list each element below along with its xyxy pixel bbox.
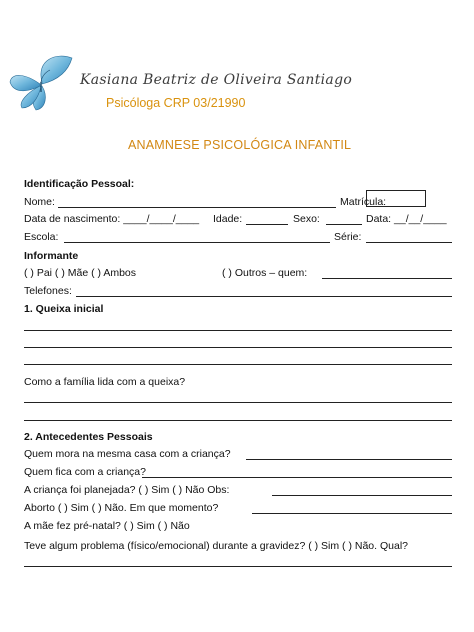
informante-options[interactable]: ( ) Pai ( ) Mãe ( ) Ambos xyxy=(24,267,137,279)
sexo-field[interactable] xyxy=(326,224,362,225)
escola-label: Escola: xyxy=(24,231,59,243)
antecedentes-q3[interactable]: A criança foi planejada? ( ) Sim ( ) Não Obs: xyxy=(24,484,230,496)
antecedentes-q4[interactable]: Aborto ( ) Sim ( ) Não. Em que momento? xyxy=(24,502,219,514)
psychologist-crp: Psicóloga CRP 03/21990 xyxy=(106,96,246,110)
antecedentes-q2-field[interactable] xyxy=(142,477,452,478)
butterfly-logo xyxy=(6,52,76,114)
matricula-label: Matrícula: xyxy=(340,196,387,208)
outros-field[interactable] xyxy=(322,278,452,279)
matricula-field[interactable] xyxy=(366,190,426,207)
identificacao-heading: Identificação Pessoal: xyxy=(24,178,135,190)
antecedentes-q5[interactable]: A mãe fez pré-natal? ( ) Sim ( ) Não xyxy=(24,520,190,532)
escola-field[interactable] xyxy=(64,242,330,243)
antecedentes-q3-field[interactable] xyxy=(272,495,452,496)
nome-label: Nome: xyxy=(24,196,55,208)
queixa-line-2[interactable] xyxy=(24,347,452,348)
antecedentes-q1: Quem mora na mesma casa com a criança? xyxy=(24,448,231,460)
antecedentes-q2: Quem fica com a criança? xyxy=(24,466,146,478)
serie-field[interactable] xyxy=(366,242,452,243)
psychologist-name: Kasiana Beatriz de Oliveira Santiago xyxy=(80,72,353,88)
telefones-label: Telefones: xyxy=(24,285,72,297)
familia-line-2[interactable] xyxy=(24,420,452,421)
document-title: ANAMNESE PSICOLÓGICA INFANTIL xyxy=(128,138,352,152)
antecedentes-heading: 2. Antecedentes Pessoais xyxy=(24,431,153,443)
queixa-heading: 1. Queixa inicial xyxy=(24,303,104,315)
nome-field[interactable] xyxy=(58,207,336,208)
idade-field[interactable] xyxy=(246,224,288,225)
idade-label: Idade: xyxy=(213,213,243,225)
outros-label[interactable]: ( ) Outros – quem: xyxy=(222,267,308,279)
data-label: Data: __/__/____ xyxy=(366,213,447,225)
antecedentes-q6[interactable]: Teve algum problema (físico/emocional) durante a gravidez? ( ) Sim ( ) Não. Qual? xyxy=(24,540,408,552)
sexo-label: Sexo: xyxy=(293,213,320,225)
telefones-field[interactable] xyxy=(76,296,452,297)
antecedentes-q6-line[interactable] xyxy=(24,566,452,567)
familia-line-1[interactable] xyxy=(24,402,452,403)
queixa-line-3[interactable] xyxy=(24,364,452,365)
serie-label: Série: xyxy=(334,231,362,243)
butterfly-icon xyxy=(6,52,76,114)
queixa-line-1[interactable] xyxy=(24,330,452,331)
nascimento-label: Data de nascimento: ____/____/____ xyxy=(24,213,200,225)
antecedentes-q1-field[interactable] xyxy=(246,459,452,460)
antecedentes-q4-field[interactable] xyxy=(252,513,452,514)
familia-question: Como a família lida com a queixa? xyxy=(24,376,186,388)
informante-heading: Informante xyxy=(24,250,79,262)
